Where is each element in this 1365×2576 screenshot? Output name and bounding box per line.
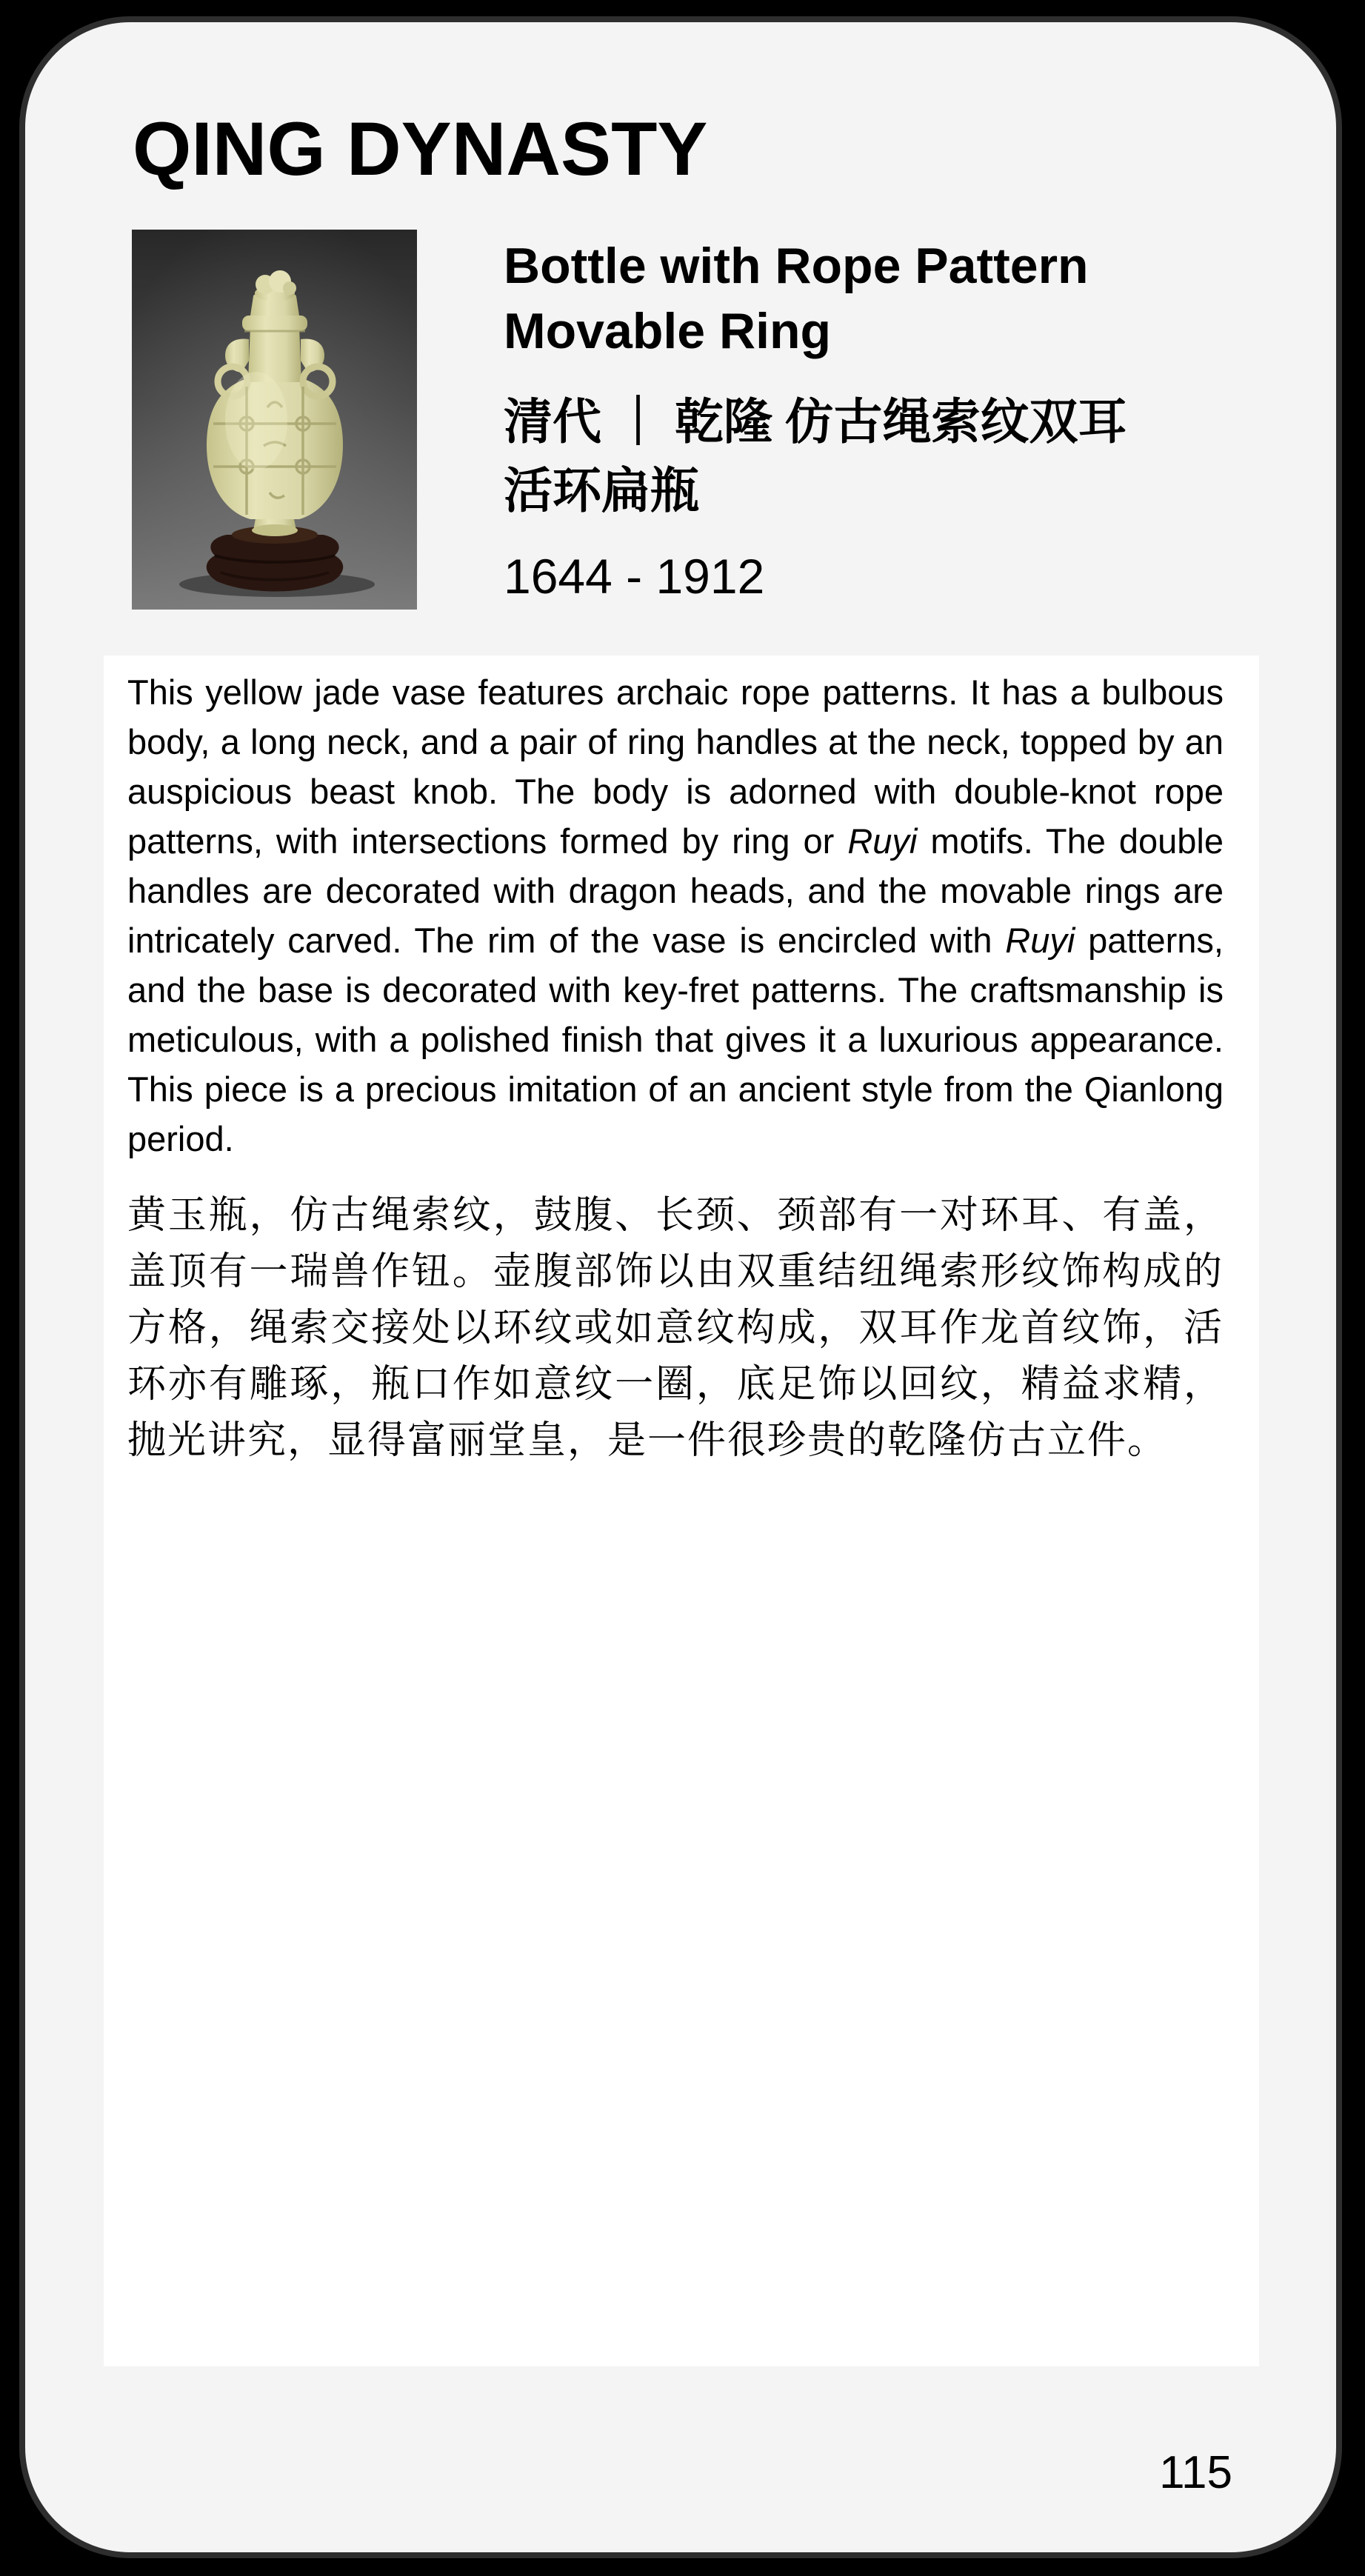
description-panel <box>104 655 1259 2366</box>
description-en: This yellow jade vase features archaic rope patterns. It has a bulbous body, a long neck, and a pair of ring handles at the neck, topped by an auspicious beast knob. The body is adorned with double-knot rope patterns, with intersections formed by ring or Ruyi motifs. The double handles are decorated with dragon heads, and the movable rings are intricately carved. The rim of the vase is encircled with Ruyi patterns, and the base is decorated with key-fret patterns. The craftsmanship is meticulous, with a polished finish that gives it a luxurious appearance. This piece is a precious imitation of an ancient style from the Qianlong period. <box>127 673 1224 1158</box>
artifact-title-zh: 清代 ｜ 乾隆 仿古绳索纹双耳活环扁瓶 <box>504 396 1127 518</box>
jade-vase-illustration <box>132 230 417 610</box>
artifact-photo <box>132 230 417 610</box>
artifact-date-range: 1644 - 1912 <box>504 549 765 604</box>
artifact-meta <box>504 233 1170 606</box>
description-zh: 黄玉瓶，仿古绳索纹，鼓腹、长颈、颈部有一对环耳、有盖，盖顶有一瑞兽作钮。壶腹部饰以由双重结纽绳索形纹饰构成的方格，绳索交接处以环纹或如意纹构成，双耳作龙首纹饰，活环亦有雕琢，瓶口作如意纹一圈，底足饰以回纹，精益求精，抛光讲究，显得富丽堂皇，是一件很珍贵的乾隆仿古立件。 <box>127 1195 1224 1462</box>
artifact-title-en: Bottle with Rope Pattern Movable Ring <box>504 238 1089 359</box>
page-number: 115 <box>1159 2447 1232 2498</box>
catalog-card <box>19 16 1342 2558</box>
page-title: QING DYNASTY <box>133 107 708 191</box>
